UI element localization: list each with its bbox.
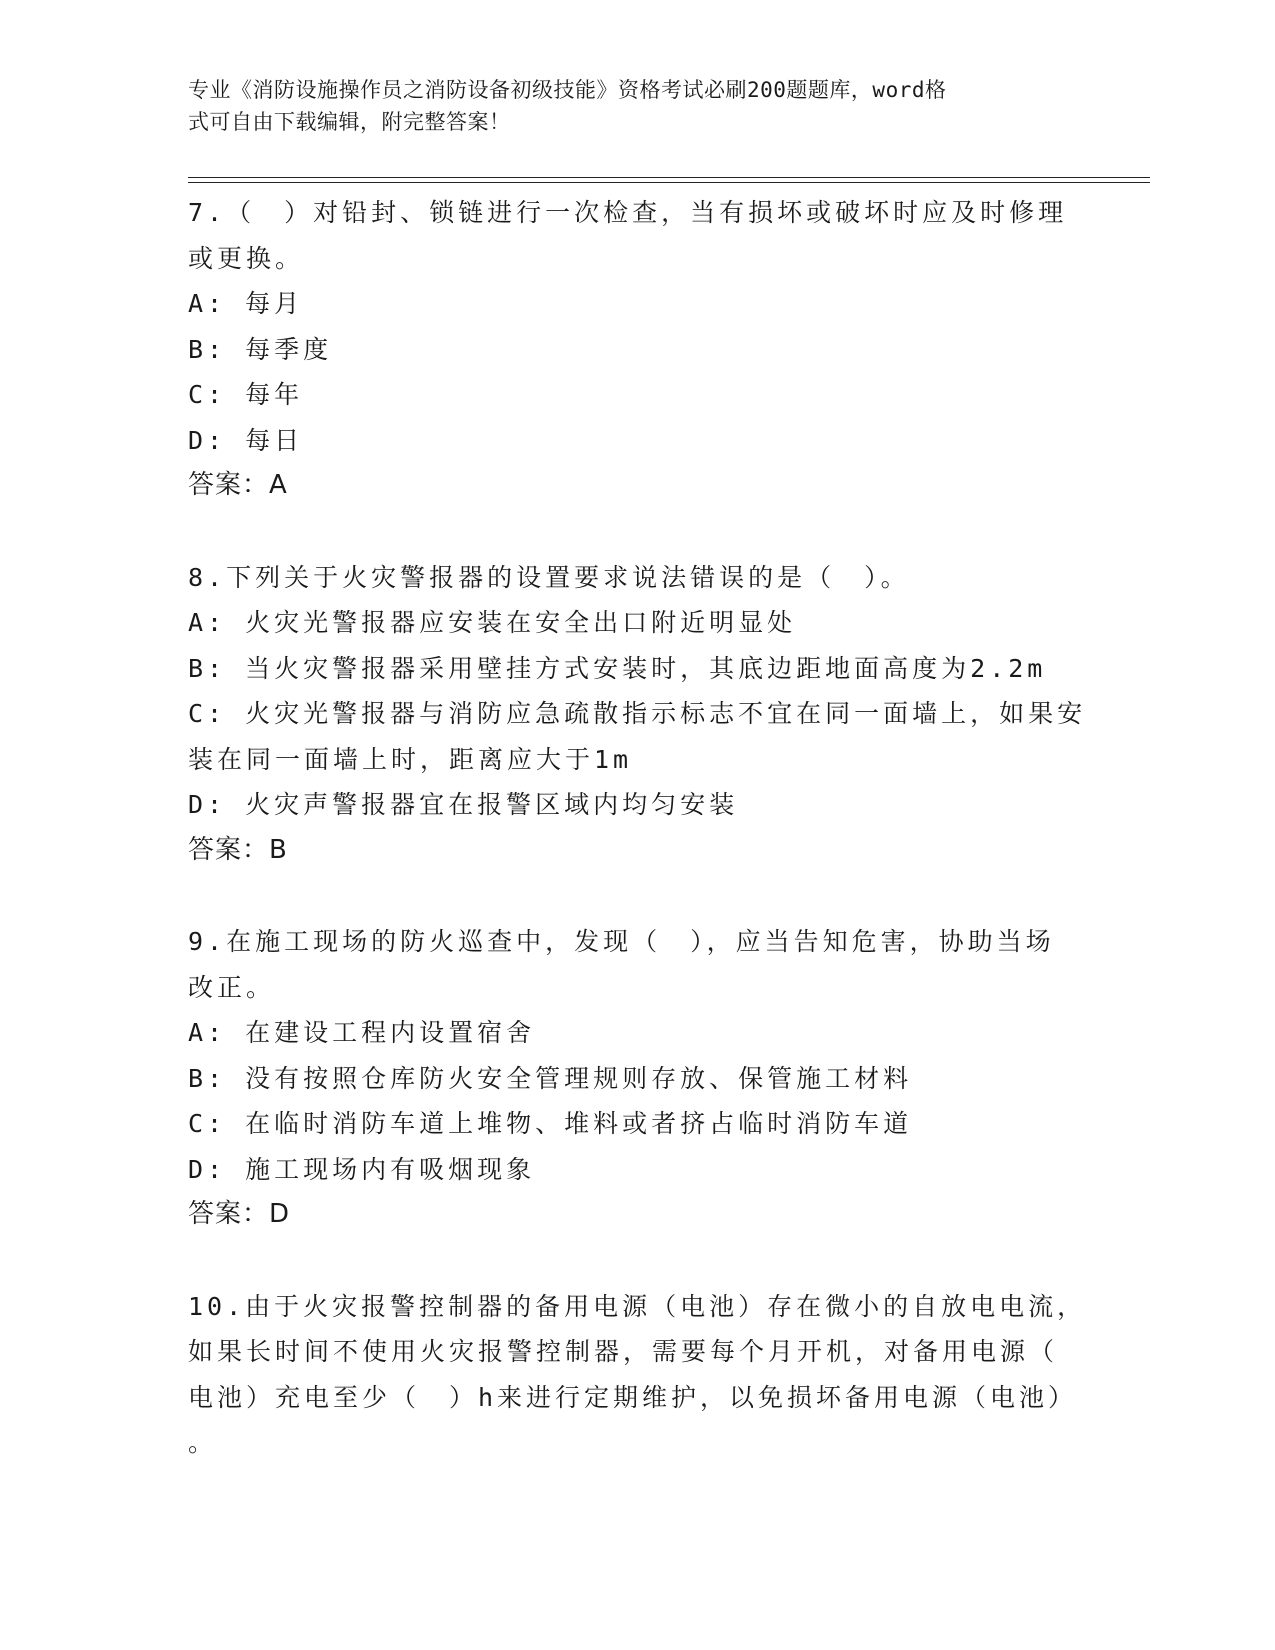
option-a: A: 每月 [188,289,304,318]
question-10 [188,1284,1088,1466]
header-line-2: 式可自由下载编辑，附完整答案！ [188,110,511,134]
spacer [188,873,1088,919]
answer-label: 答案：D [188,1199,291,1229]
option-c: C: 在临时消防车道上堆物、堆料或者挤占临时消防车道 [188,1109,913,1138]
spacer [188,509,1088,555]
option-a: A: 在建设工程内设置宿舍 [188,1018,536,1047]
option-b: B: 没有按照仓库防火安全管理规则存放、保管施工材料 [188,1063,913,1093]
option-b: B: 每季度 [188,334,333,364]
spacer [188,1238,1088,1284]
option-c-continued: 装在同一面墙上时，距离应大于1m [188,744,633,774]
question-9 [188,919,1088,1238]
question-text: 10.由于火灾报警控制器的备用电源（电池）存在微小的自放电电流， [188,1291,1087,1321]
question-list [188,190,1088,1466]
question-7 [188,190,1088,509]
answer-label: 答案：A [188,470,288,500]
question-text: 7.（ ）对铅封、锁链进行一次检查，当有损坏或破坏时应及时修理 [188,198,1068,227]
question-text: 。 [188,1428,218,1457]
header-rule-bottom [188,182,1150,183]
option-d: D: 火灾声警报器宜在报警区域内均匀安装 [188,790,739,819]
question-text: 或更换。 [188,243,305,273]
header-rule-top [188,177,1150,178]
option-c: C: 每年 [188,380,304,409]
option-c: C: 火灾光警报器与消防应急疏散指示标志不宜在同一面墙上，如果安 [188,699,1087,728]
question-text: 改正。 [188,972,276,1002]
option-d: D: 施工现场内有吸烟现象 [188,1154,536,1184]
option-a: A: 火灾光警报器应安装在安全出口附近明显处 [188,608,797,637]
header-line-1: 专业《消防设施操作员之消防设备初级技能》资格考试必刷200题题库，word格 [188,78,947,102]
answer-label: 答案：B [188,834,288,865]
question-text: 9.在施工现场的防火巡查中，发现（ ），应当告知危害，协助当场 [188,927,1055,956]
question-text: 如果长时间不使用火灾报警控制器，需要每个月开机，对备用电源（ [188,1337,1059,1366]
question-text: 电池）充电至少（ ）h来进行定期维护，以免损坏备用电源（电池） [188,1382,1078,1412]
question-text: 8.下列关于火灾警报器的设置要求说法错误的是（ ）。 [188,562,910,592]
question-8 [188,555,1088,874]
option-b: B: 当火灾警报器采用壁挂方式安装时，其底边距地面高度为2.2m [188,653,1047,683]
document-header [188,74,1068,138]
option-d: D: 每日 [188,425,304,455]
